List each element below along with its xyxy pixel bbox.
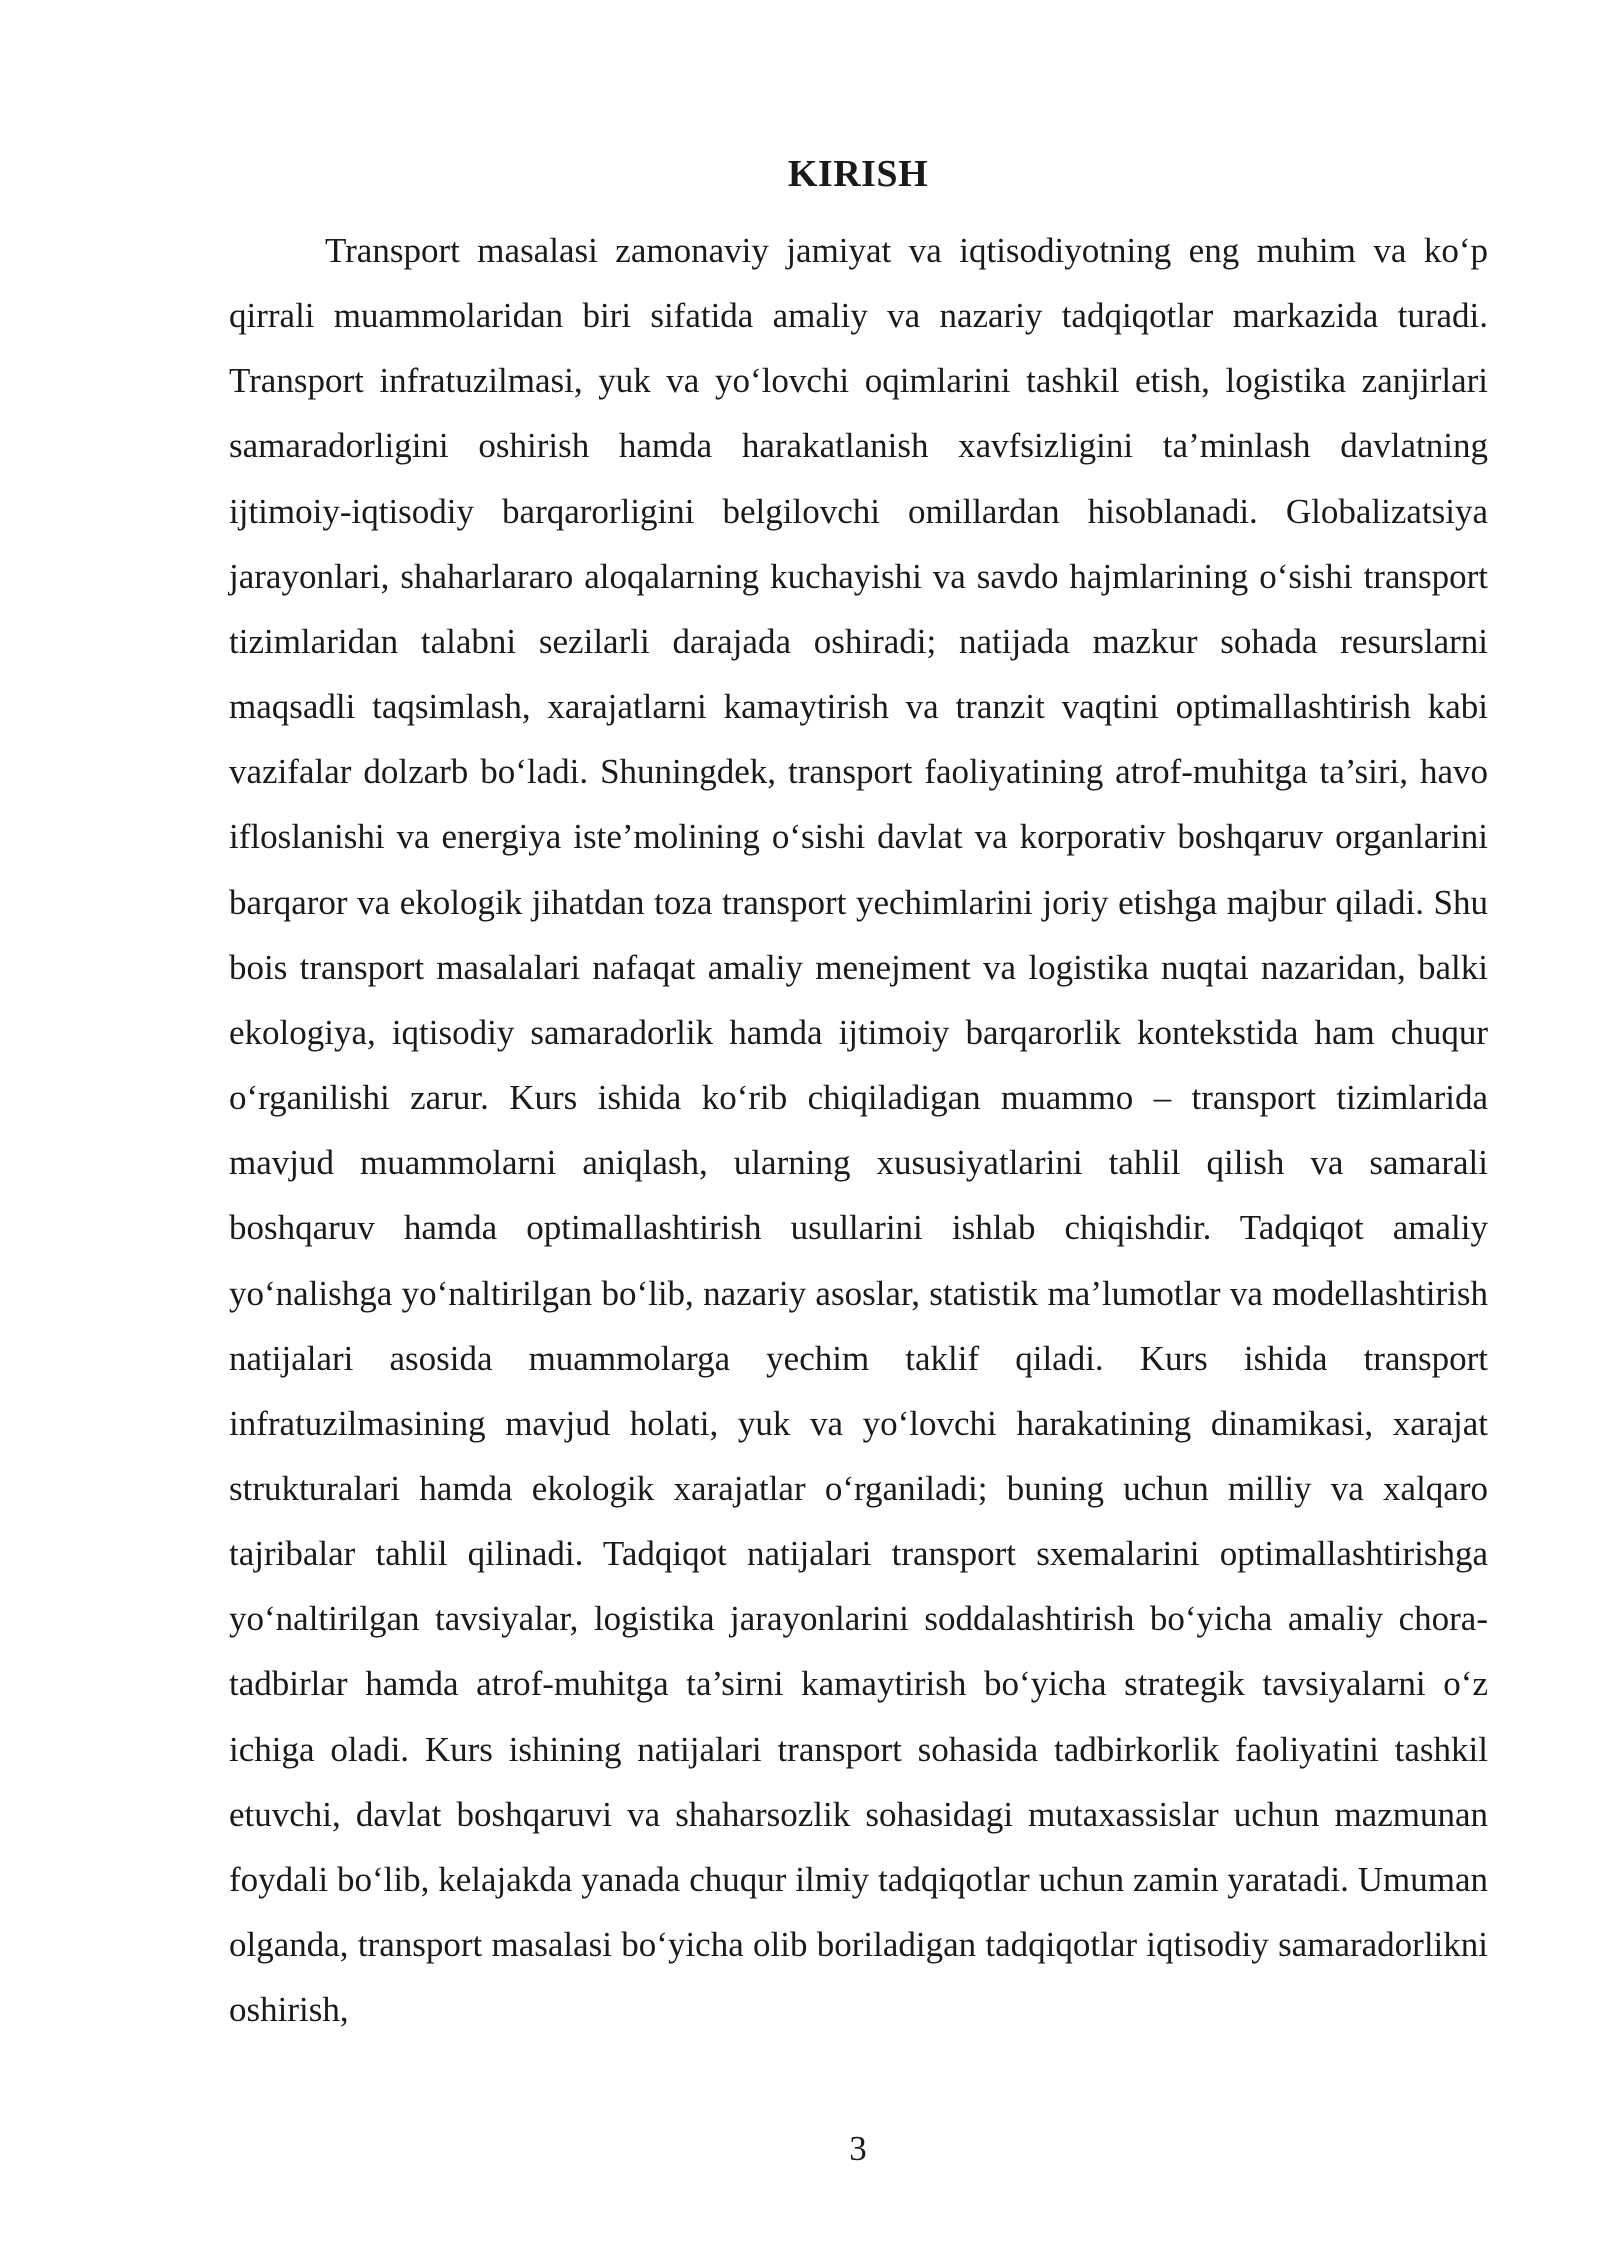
- page-number: 3: [849, 2129, 867, 2168]
- section-heading: KIRISH: [787, 153, 929, 195]
- body-paragraph: Transport masalasi zamonaviy jamiyat va iqtisodiyotning eng muhim va ko‘p qirrali muammolaridan biri sifatida amaliy va nazariy tadqiqotlar markazida turadi. Transport infratuzilmasi, yuk va yo‘lovchi oqimlarini tashkil etish, logistika zanjirlari samaradorligini oshirish hamda harakatlanish xavfsizligini ta’minlash davlatning ijtimoiy-iqtisodiy barqarorligini belgilovchi omillardan hisoblanadi. Globalizatsiya jarayonlari, shaharlararo aloqalarning kuchayishi va savdo hajmlarining o‘sishi transport tizimlaridan talabni sezilarli darajada oshiradi; natijada mazkur sohada resurslarni maqsadli taqsimlash, xarajatlarni kamaytirish va tranzit vaqtini optimallashtirish kabi vazifalar dolzarb bo‘ladi. Shuningdek, transport faoliyatining atrof-muhitga ta’siri, havo ifloslanishi va energiya iste’molining o‘sishi davlat va korporativ boshqaruv organlarini barqaror va ekologik jihatdan toza transport yechimlarini joriy etishga majbur qiladi. Shu bois transport masalalari nafaqat amaliy menejment va logistika nuqtai nazaridan, balki ekologiya, iqtisodiy samaradorlik hamda ijtimoiy barqarorlik kontekstida ham chuqur o‘rganilishi zarur. Kurs ishida ko‘rib chiqiladigan muammo – transport tizimlarida mavjud muammolarni aniqlash, ularning xususiyatlarini tahlil qilish va samarali boshqaruv hamda optimallashtirish usullarini ishlab chiqishdir. Tadqiqot amaliy yo‘nalishga yo‘naltirilgan bo‘lib, nazariy asoslar, statistik ma’lumotlar va modellashtirish natijalari asosida muammolarga yechim taklif qiladi. Kurs ishida transport infratuzilmasining mavjud holati, yuk va yo‘lovchi harakatining dinamikasi, xarajat strukturalari hamda ekologik xarajatlar o‘rganiladi; buning uchun milliy va xalqaro tajribalar tahlil qilinadi. Tadqiqot natijalari transport sxemalarini optimallashtirishga yo‘naltirilgan tavsiyalar, logistika jarayonlarini soddalashtirish bo‘yicha amaliy chora-tadbirlar hamda atrof-muhitga ta’sirni kamaytirish bo‘yicha strategik tavsiyalarni o‘z ichiga oladi. Kurs ishining natijalari transport sohasida tadbirkorlik faoliyatini tashkil etuvchi, davlat boshqaruvi va shaharsozlik sohasidagi mutaxassislar uchun mazmunan foydali bo‘lib, kelajakda yanada chuqur ilmiy tadqiqotlar uchun zamin yaratadi. Umuman olganda, transport masalasi bo‘yicha olib boriladigan tadqiqotlar iqtisodiy samaradorlikni oshirish,: [229, 231, 1488, 2030]
